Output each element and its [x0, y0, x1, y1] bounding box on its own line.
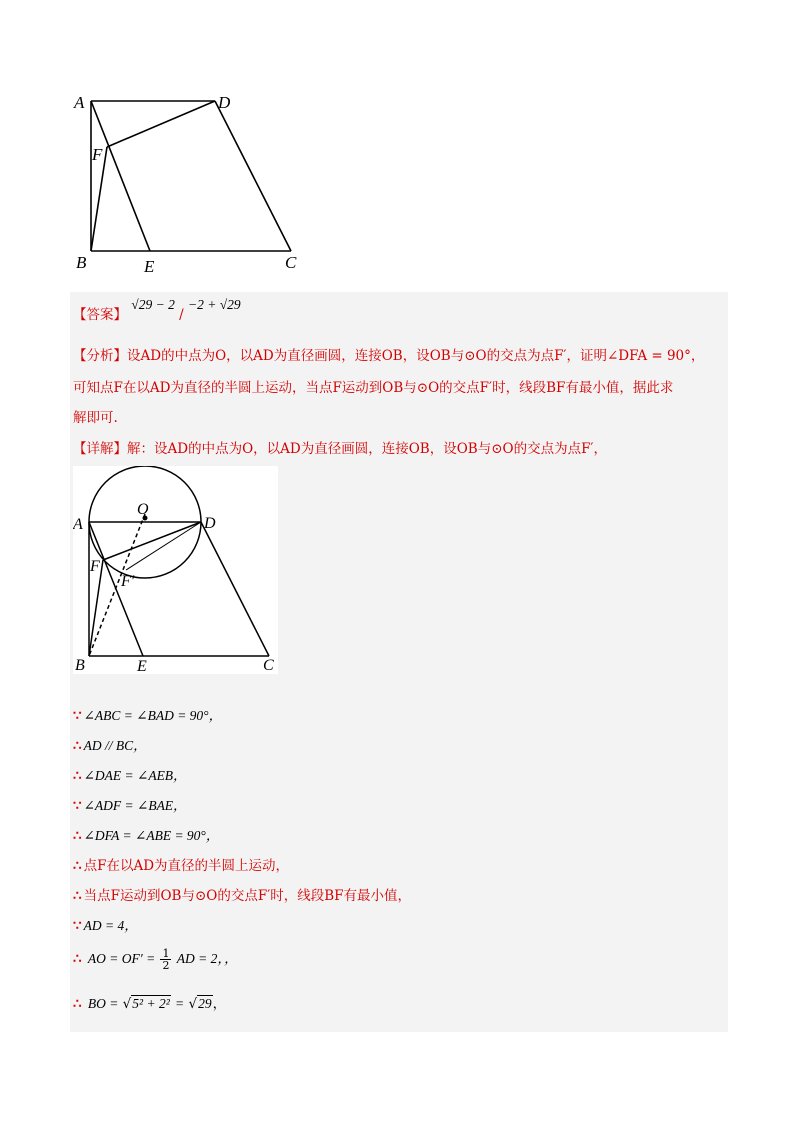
step-bo-end: ， [212, 996, 227, 1012]
step-line [73, 766, 187, 786]
seg-AE [91, 101, 150, 251]
sqrt-radicand-2: 29 [198, 996, 212, 1011]
label-B-2: B [75, 657, 85, 674]
label-F: F [92, 145, 103, 164]
detail-tag: 【详解】 [73, 441, 127, 457]
label-Fprime: F′ [121, 573, 135, 590]
therefore-symbol: ∴ [73, 951, 82, 967]
seg-DF [107, 101, 215, 147]
answer-value-1: √29 − 2 [131, 297, 175, 312]
label-A: A [74, 93, 85, 112]
analysis-text-1: 设AD的中点为O，以AD为直径画圆，连接OB，设OB与⊙O的交点为点F′，证明∠DFA = 90°， [127, 348, 705, 364]
sqrt-radicand-1: 5² + 2² [132, 996, 170, 1011]
therefore-symbol: ∴ [73, 738, 82, 754]
label-F-2: F [90, 558, 100, 575]
step-line [73, 886, 411, 906]
step-text: AD = 4， [83, 918, 138, 933]
answer-line [73, 297, 241, 325]
because-symbol: ∵ [73, 918, 82, 934]
label-D-2: D [204, 515, 216, 532]
detail-line-1 [73, 439, 607, 459]
step-text: 点F在以AD为直径的半圆上运动， [83, 858, 290, 874]
step-bo-eq: = [175, 996, 185, 1011]
seg-OB-dashed [89, 514, 145, 656]
step-ao-right: AD = 2，， [176, 951, 238, 966]
step-bo: ∴ BO = √5² + 2² = √29， [73, 996, 227, 1012]
label-E-2: E [137, 658, 147, 674]
detail-text-1: 解：设AD的中点为O，以AD为直径画圆，连接OB，设OB与⊙O的交点为点F′， [127, 441, 608, 457]
step-ao-left: AO = OF′ = [87, 951, 156, 966]
because-symbol: ∵ [73, 708, 82, 724]
step-text: ∠ABC = ∠BAD = 90°， [83, 708, 223, 723]
label-E: E [144, 257, 155, 276]
label-O: O [137, 501, 149, 518]
step-text: ∠DFA = ∠ABE = 90°， [83, 828, 220, 843]
therefore-symbol: ∴ [73, 996, 82, 1012]
answer-slash: / [179, 307, 184, 323]
seg-DF-2 [103, 522, 201, 560]
analysis-tag: 【分析】 [73, 348, 127, 364]
step-line [73, 706, 222, 726]
therefore-symbol: ∴ [73, 828, 82, 844]
label-D: D [218, 93, 231, 112]
step-text: 当点F运动到OB与⊙O的交点F′时，线段BF有最小值， [83, 888, 412, 904]
answer-value-2: −2 + √29 [187, 297, 241, 312]
seg-DC [215, 101, 291, 251]
step-line [73, 736, 147, 756]
figure-quadrilateral [70, 88, 310, 278]
step-text: ∠DAE = ∠AEB， [83, 768, 187, 783]
step-line [73, 856, 289, 876]
label-A-2: A [73, 516, 83, 533]
analysis-line-3 [73, 408, 118, 428]
analysis-line-1 [73, 346, 704, 366]
step-line [73, 916, 138, 936]
label-B: B [76, 253, 87, 272]
step-line [73, 826, 219, 846]
step-text: AD // BC， [83, 738, 147, 753]
because-symbol: ∵ [73, 798, 82, 814]
therefore-symbol: ∴ [73, 768, 82, 784]
label-C: C [285, 253, 297, 272]
therefore-symbol: ∴ [73, 888, 82, 904]
step-ao [73, 948, 238, 971]
answer-tag: 【答案】 [73, 307, 127, 323]
therefore-symbol: ∴ [73, 858, 82, 874]
seg-DC-2 [201, 522, 269, 656]
fraction-half: $\frac{1}{2}$ [162, 947, 170, 972]
analysis-text-2: 可知点F在以AD为直径的半圆上运动，当点F运动到OB与⊙O的交点F′时，线段BF有最小值，据此求 [73, 380, 674, 396]
step-line [73, 796, 187, 816]
label-C-2: C [263, 657, 274, 674]
analysis-line-2 [73, 378, 673, 398]
step-text: ∠ADF = ∠BAE， [83, 798, 187, 813]
analysis-text-3: 解即可. [73, 410, 118, 426]
step-bo-left: BO = [87, 996, 119, 1011]
figure-circle [73, 466, 278, 674]
